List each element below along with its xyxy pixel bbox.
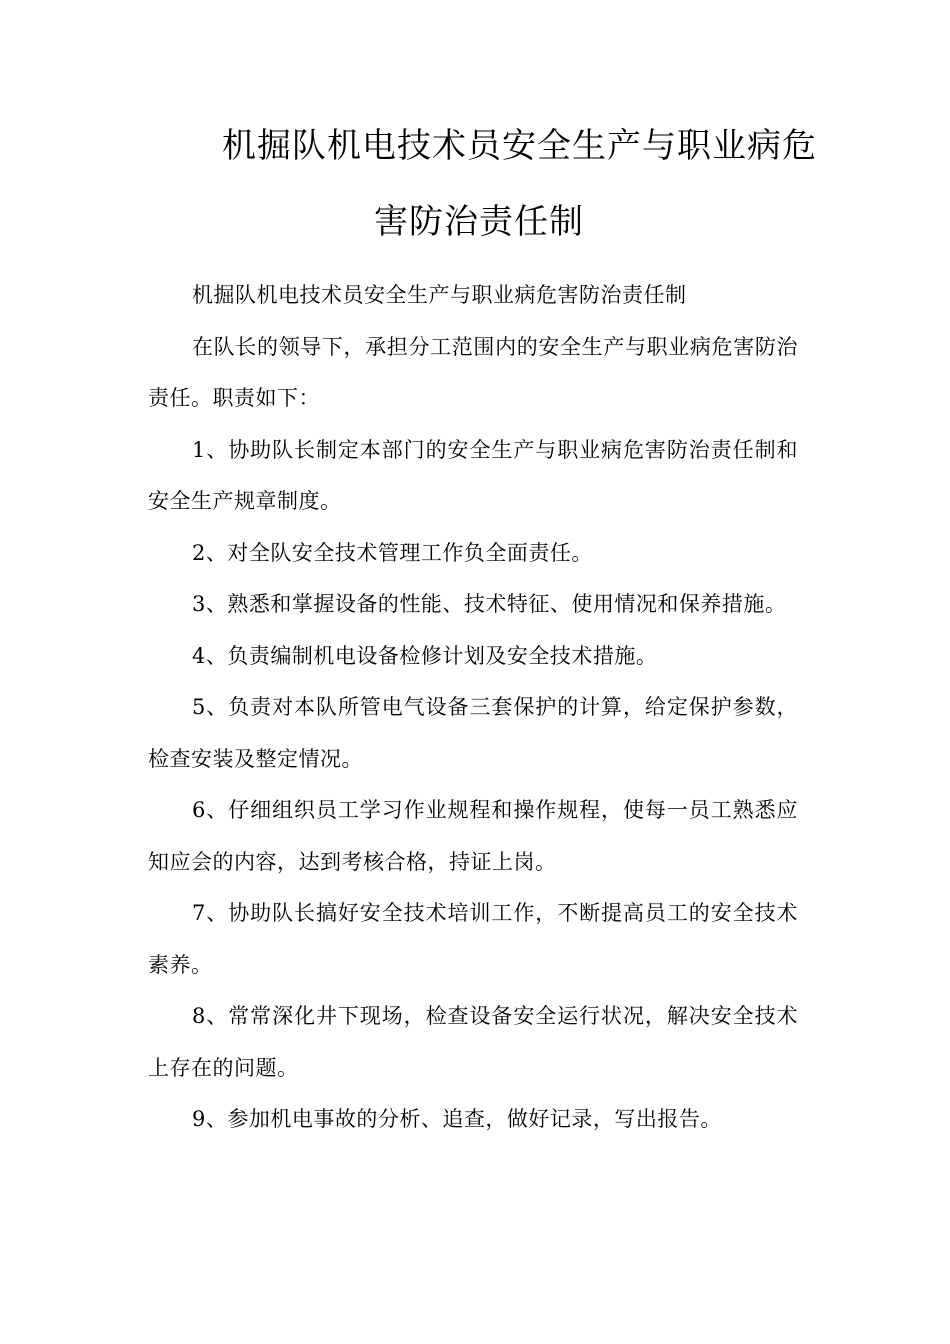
paragraph-duty-5: 5、负责对本队所管电气设备三套保护的计算，给定保护参数，检查安装及整定情况。 bbox=[148, 695, 798, 771]
paragraph-subtitle: 机掘队机电技术员安全生产与职业病危害防治责任制 bbox=[192, 283, 687, 307]
paragraph-duty-7: 7、协助队长搞好安全技术培训工作，不断提高员工的安全技术素养。 bbox=[148, 901, 798, 977]
document-title-line-2: 害防治责任制 bbox=[374, 202, 584, 242]
paragraph-intro: 在队长的领导下，承担分工范围内的安全生产与职业病危害防治责任。职责如下： bbox=[148, 334, 798, 410]
document-title-line-1: 机掘队机电技术员安全生产与职业病危 bbox=[222, 126, 817, 166]
paragraph-duty-2: 2、对全队安全技术管理工作负全面责任。 bbox=[192, 540, 593, 565]
paragraph-duty-3: 3、熟悉和掌握设备的性能、技术特征、使用情况和保养措施。 bbox=[192, 592, 787, 616]
paragraph-duty-4: 4、负责编制机电设备检修计划及安全技术措施。 bbox=[192, 643, 658, 668]
paragraph-duty-1: 1、协助队长制定本部门的安全生产与职业病危害防治责任制和安全生产规章制度。 bbox=[148, 437, 798, 513]
paragraph-duty-6: 6、仔细组织员工学习作业规程和操作规程，使每一员工熟悉应知应会的内容，达到考核合格，持证上岗。 bbox=[148, 798, 798, 874]
paragraph-duty-8: 8、常常深化井下现场，检查设备安全运行状况，解决安全技术上存在的问题。 bbox=[148, 1004, 798, 1080]
paragraph-duty-9: 9、参加机电事故的分析、追查，做好记录，写出报告。 bbox=[192, 1107, 722, 1131]
document-body bbox=[148, 270, 798, 1146]
